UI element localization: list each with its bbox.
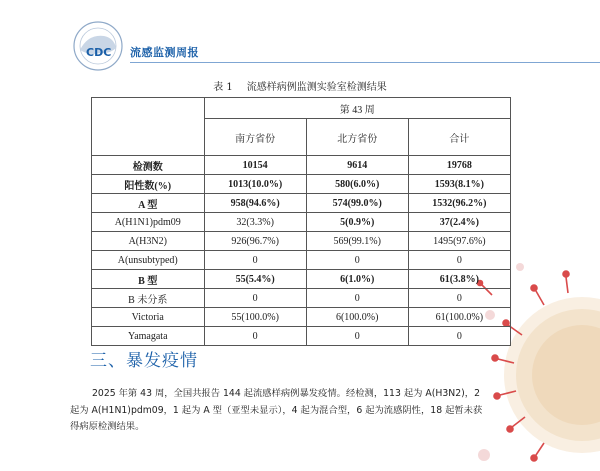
table-header-row xyxy=(92,98,511,119)
lab-results-table xyxy=(91,97,511,346)
table-cell: 958(94.6%) xyxy=(204,194,306,213)
table-cell: 0 xyxy=(408,251,510,270)
table-row xyxy=(92,327,511,346)
table-cell: 569(99.1%) xyxy=(306,232,408,251)
week-header: 第 43 周 xyxy=(204,98,511,119)
column-header: 合计 xyxy=(408,119,510,156)
table-row xyxy=(92,175,511,194)
table-cell: 55(100.0%) xyxy=(204,308,306,327)
table-cell: 0 xyxy=(204,327,306,346)
table-cell: 926(96.7%) xyxy=(204,232,306,251)
table-title: 流感样病例监测实验室检测结果 xyxy=(246,82,387,93)
table-cell: 0 xyxy=(408,327,510,346)
table-cell: 61(3.8%) xyxy=(408,270,510,289)
table-cell: 6(1.0%) xyxy=(306,270,408,289)
column-header: 南方省份 xyxy=(204,119,306,156)
header-divider xyxy=(130,62,600,63)
row-label: 阳性数(%) xyxy=(92,175,205,194)
table-cell: 61(100.0%) xyxy=(408,308,510,327)
table-cell: 580(6.0%) xyxy=(306,175,408,194)
table-cell: 0 xyxy=(306,289,408,308)
table-cell: 0 xyxy=(306,327,408,346)
table-caption xyxy=(0,78,600,93)
page-header xyxy=(0,0,600,80)
outbreak-paragraph: 2025 年第 43 周，全国共报告 144 起流感样病例暴发疫情。经检测，113 起为 A(H3N2)，2 起为 A(H1N1)pdm09，1 起为 A 型（亚型未显示），4 起为混合型，6 起为流感阴性，18 起暂未获得病原检测结果。 xyxy=(70,388,483,432)
report-title: 流感监测周报 xyxy=(130,46,199,59)
row-label: A(unsubtyped) xyxy=(92,251,205,270)
table-cell: 55(5.4%) xyxy=(204,270,306,289)
row-label: Yamagata xyxy=(92,327,205,346)
table-cell: 0 xyxy=(204,289,306,308)
table-cell: 32(3.3%) xyxy=(204,213,306,232)
table-row xyxy=(92,251,511,270)
table-cell: 0 xyxy=(204,251,306,270)
table-cell: 0 xyxy=(306,251,408,270)
row-label: 检测数 xyxy=(92,156,205,175)
table-cell: 9614 xyxy=(306,156,408,175)
table-cell: 574(99.0%) xyxy=(306,194,408,213)
table-row xyxy=(92,156,511,175)
column-header: 北方省份 xyxy=(306,119,408,156)
table-row xyxy=(92,289,511,308)
table-cell: 0 xyxy=(408,289,510,308)
table-cell: 1013(10.0%) xyxy=(204,175,306,194)
table-cell: 10154 xyxy=(204,156,306,175)
table-cell: 1495(97.6%) xyxy=(408,232,510,251)
table-row xyxy=(92,213,511,232)
row-label: B 型 xyxy=(92,270,205,289)
section-heading: 三、暴发疫情 xyxy=(90,351,198,371)
row-label: A 型 xyxy=(92,194,205,213)
corner-cell xyxy=(92,98,205,156)
table-cell: 5(0.9%) xyxy=(306,213,408,232)
table-cell: 1593(8.1%) xyxy=(408,175,510,194)
table-row xyxy=(92,270,511,289)
table-cell: 19768 xyxy=(408,156,510,175)
row-label: A(H3N2) xyxy=(92,232,205,251)
table-cell: 37(2.4%) xyxy=(408,213,510,232)
table-row xyxy=(92,308,511,327)
row-label: B 未分系 xyxy=(92,289,205,308)
table-cell: 6(100.0%) xyxy=(306,308,408,327)
table-row xyxy=(92,194,511,213)
row-label: Victoria xyxy=(92,308,205,327)
row-label: A(H1N1)pdm09 xyxy=(92,213,205,232)
table-number: 表 1 xyxy=(213,82,233,93)
cdc-logo-icon xyxy=(70,20,126,72)
svg-text:CDC: CDC xyxy=(86,46,112,59)
table-row xyxy=(92,232,511,251)
table-cell: 1532(96.2%) xyxy=(408,194,510,213)
